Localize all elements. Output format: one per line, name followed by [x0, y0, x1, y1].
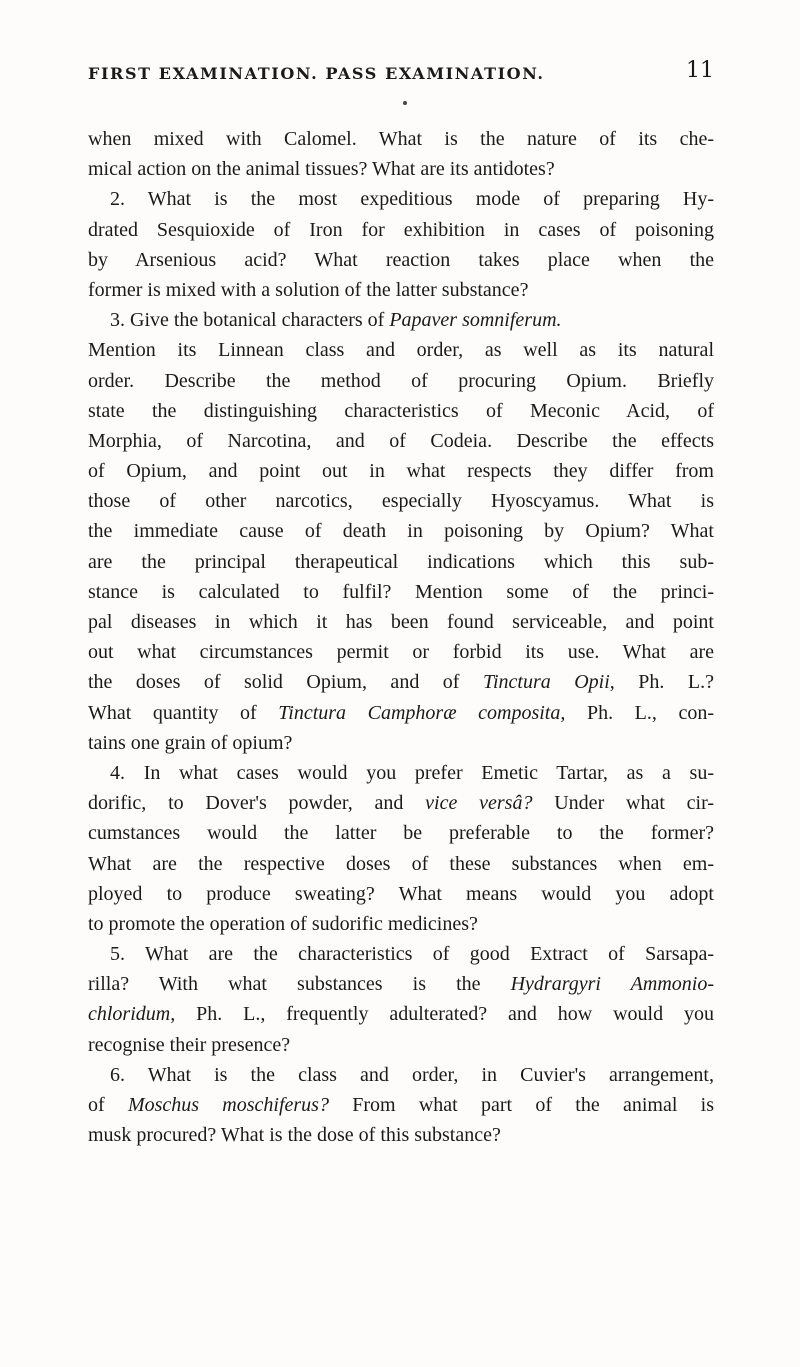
text-run: state the distinguishing characteristics of Meconic Acid, of [88, 399, 714, 422]
text-line [88, 607, 714, 637]
text-run: Under what cir- [532, 792, 714, 815]
text-line [88, 154, 714, 184]
text-run: From what part of the animal is [328, 1094, 714, 1116]
text-line [88, 999, 714, 1029]
text-line [88, 245, 714, 275]
page-number: 11 [686, 58, 714, 83]
text-line [88, 1030, 714, 1060]
text-line [88, 366, 714, 396]
text-run: Mention its Linnean class and order, as well as its natural [88, 339, 714, 362]
text-line [88, 1060, 714, 1090]
text-run: rilla? With what substances is the [88, 973, 511, 996]
text-run: 5. What are the characteristics of good Extract of Sarsapa- [110, 943, 714, 966]
text-run: order. Describe the method of procuring Opium. Briefly [88, 369, 714, 392]
text-run: drated Sesquioxide of Iron for exhibition in cases of poisoning [88, 218, 714, 241]
text-run: Ph. L.? [614, 671, 714, 694]
text-run: pal diseases in which it has been found serviceable, and point [88, 611, 714, 633]
italic-term: Tinctura Camphoræ composita, [278, 701, 566, 724]
italic-term: Tinctura Opii, [482, 671, 615, 694]
text-run: mical action on the animal tissues? What are its antidotes? [88, 158, 555, 181]
text-line [88, 879, 714, 909]
text-run: What quantity of [88, 701, 279, 724]
text-run: to promote the operation of sudorific medicines? [88, 912, 478, 935]
text-run: What are the respective doses of these substances when em- [88, 852, 714, 875]
italic-term: Papaver somniferum. [389, 309, 562, 332]
text-line [88, 516, 714, 546]
italic-term: Hydrargyri Ammonio- [510, 973, 714, 996]
text-run: former is mixed with a solution of the latter substance? [88, 278, 529, 301]
text-run: are the principal therapeutical indications which this sub- [88, 550, 714, 573]
text-run: 2. What is the most expeditious mode of preparing Hy- [110, 188, 714, 211]
text-line [88, 939, 714, 969]
text-line [88, 577, 714, 607]
text-run: dorific, to Dover's powder, and [88, 792, 426, 815]
text-line [88, 215, 714, 245]
text-line [88, 758, 714, 788]
italic-term: Moschus moschiferus? [127, 1094, 329, 1116]
body-text [88, 124, 714, 1150]
text-run: of [88, 1094, 128, 1116]
text-line [88, 124, 714, 154]
running-head [88, 58, 714, 88]
text-run: when mixed with Calomel. What is the nature of its che- [88, 128, 714, 150]
ink-speck [403, 101, 407, 105]
text-line [88, 275, 714, 305]
text-run: the immediate cause of death in poisoning by Opium? What [88, 520, 714, 543]
text-line [88, 698, 714, 728]
text-run: recognise their presence? [88, 1033, 291, 1056]
text-run: Morphia, of Narcotina, and of Codeia. Describe the effects [88, 429, 714, 452]
text-run: cumstances would the latter be preferable to the former? [88, 822, 714, 845]
text-run: Ph. L., con- [565, 701, 714, 724]
italic-term: vice versâ? [425, 792, 533, 815]
text-line [88, 909, 714, 939]
text-line [88, 396, 714, 426]
text-line [88, 547, 714, 577]
text-run: tains one grain of opium? [88, 731, 293, 754]
text-line [88, 426, 714, 456]
text-line [88, 335, 714, 365]
text-line [88, 637, 714, 667]
text-run: ployed to produce sweating? What means would you adopt [88, 882, 714, 905]
text-line [88, 667, 714, 697]
text-line [88, 728, 714, 758]
text-run: by Arsenious acid? What reaction takes place when the [88, 248, 714, 271]
text-line [88, 1120, 714, 1150]
text-run: Ph. L., frequently adulterated? and how would you [175, 1003, 714, 1026]
text-run: the doses of solid Opium, and of [88, 671, 483, 694]
text-run: 4. In what cases would you prefer Emetic Tartar, as a su- [110, 761, 714, 784]
text-line [88, 849, 714, 879]
text-run: of Opium, and point out in what respects they differ from [88, 460, 714, 483]
text-run: 6. What is the class and order, in Cuvier's arrangement, [110, 1063, 714, 1086]
italic-term: chloridum, [88, 1003, 176, 1026]
text-line [88, 184, 714, 214]
text-run: out what circumstances permit or forbid its use. What are [88, 641, 714, 664]
text-line [88, 818, 714, 848]
text-line [88, 305, 714, 335]
text-line [88, 456, 714, 486]
text-line [88, 1090, 714, 1120]
text-run: those of other narcotics, especially Hyoscyamus. What is [88, 490, 714, 513]
text-run: stance is calculated to fulfil? Mention some of the princi- [88, 580, 714, 603]
text-line [88, 788, 714, 818]
text-run: 3. Give the botanical characters of [110, 309, 390, 332]
text-line [88, 969, 714, 999]
text-run: musk procured? What is the dose of this substance? [88, 1124, 501, 1147]
running-title: FIRST EXAMINATION. PASS EXAMINATION. [88, 64, 545, 83]
text-line [88, 486, 714, 516]
